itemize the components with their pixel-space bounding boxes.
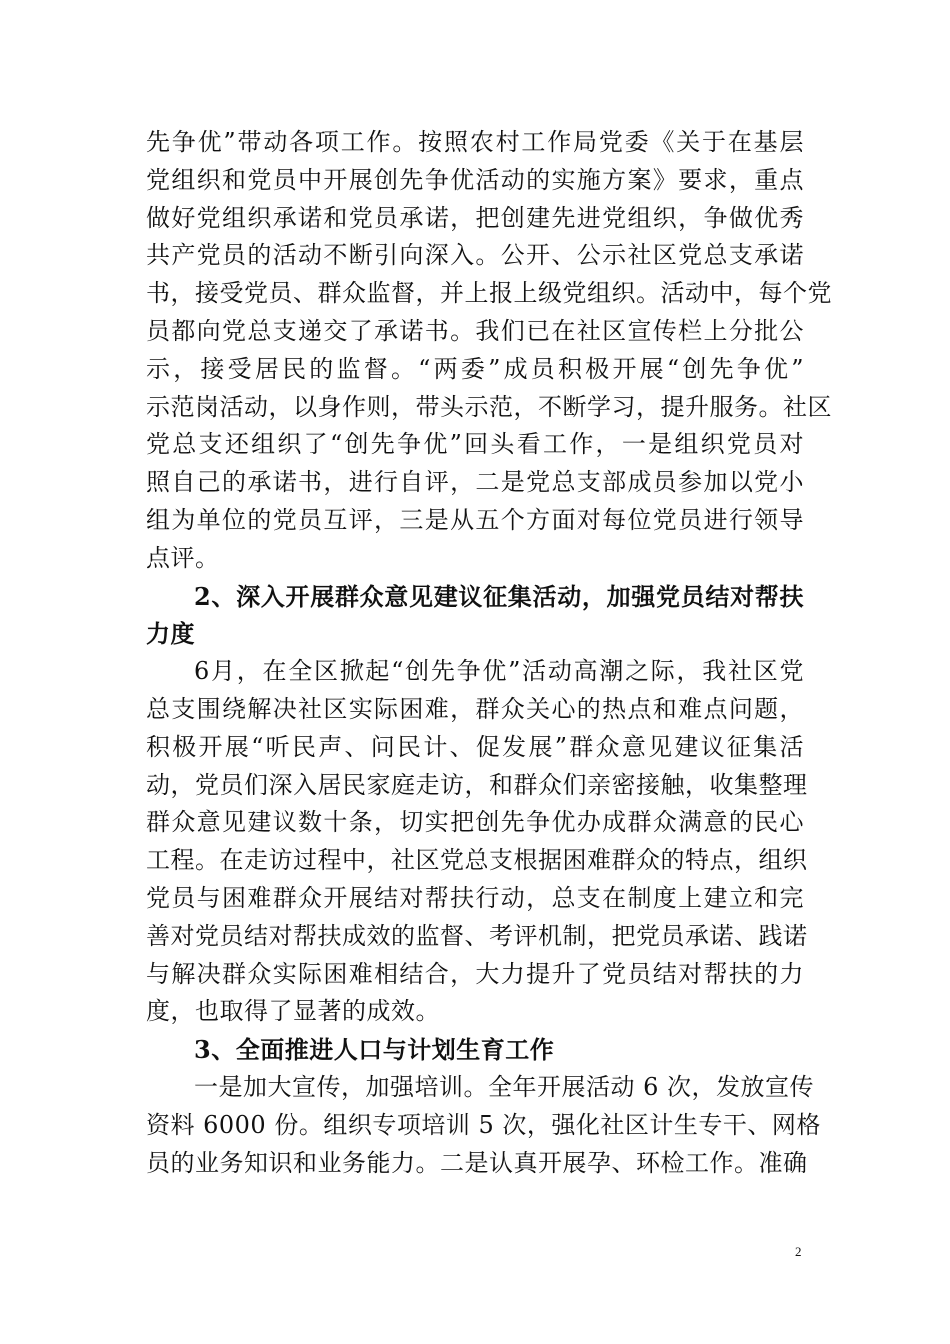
section-heading-line: 2、深入开展群众意见建议征集活动，加强党员结对帮扶 <box>194 581 804 611</box>
text-line: 一是加大宣传，加强培训。全年开展活动 6 次，发放宣传 <box>194 1072 815 1101</box>
text-line: 员都向党总支递交了承诺书。我们已在社区宣传栏上分批公 <box>146 316 804 345</box>
text-line: 度，也取得了显著的成效。 <box>146 997 440 1026</box>
text-line: 书，接受党员、群众监督，并上报上级党组织。活动中，每个党 <box>146 279 832 308</box>
text-line: 与解决群众实际困难相结合，大力提升了党员结对帮扶的力 <box>146 959 804 988</box>
text-line: 先争优”带动各项工作。按照农村工作局党委《关于在基层 <box>146 128 804 156</box>
text-line: 工程。在走访过程中，社区党总支根据困难群众的特点，组织 <box>146 846 808 875</box>
text-line: 6月，在全区掀起“创先争优”活动高潮之际，我社区党 <box>194 657 804 686</box>
document-body <box>146 124 832 1182</box>
text-line: 积极开展“听民声、问民计、促发展”群众意见建议征集活 <box>146 732 804 761</box>
text-line: 善对党员结对帮扶成效的监督、考评机制，把党员承诺、践诺 <box>146 921 808 950</box>
section-heading-line: 力度 <box>146 619 195 649</box>
text-line: 示范岗活动，以身作则，带头示范，不断学习，提升服务。社区 <box>146 392 832 421</box>
text-line: 示，接受居民的监督。“两委”成员积极开展“创先争优” <box>146 354 804 383</box>
text-line: 共产党员的活动不断引向深入。公开、公示社区党总支承诺 <box>146 241 804 270</box>
text-line: 总支围绕解决社区实际困难，群众关心的热点和难点问题， <box>146 694 804 723</box>
text-line: 资料 6000 份。组织专项培训 5 次，强化社区计生专干、网格 <box>146 1110 821 1139</box>
text-line: 点评。 <box>146 543 220 572</box>
text-line: 组为单位的党员互评，三是从五个方面对每位党员进行领导 <box>146 505 804 534</box>
text-line: 员的业务知识和业务能力。二是认真开展孕、环检工作。准确 <box>146 1148 808 1177</box>
text-line: 照自己的承诺书，进行自评，二是党总支部成员参加以党小 <box>146 468 804 497</box>
text-line: 群众意见建议数十条，切实把创先争优办成群众满意的民心 <box>146 808 804 837</box>
text-line: 做好党组织承诺和党员承诺，把创建先进党组织，争做优秀 <box>146 203 804 232</box>
text-line: 动，党员们深入居民家庭走访，和群众们亲密接触，收集整理 <box>146 770 808 799</box>
text-line: 党员与困难群众开展结对帮扶行动，总支在制度上建立和完 <box>146 883 804 912</box>
text-line: 党总支还组织了“创先争优”回头看工作，一是组织党员对 <box>146 430 804 459</box>
page-number: 2 <box>795 1244 802 1259</box>
section-heading-line: 3、全面推进人口与计划生育工作 <box>194 1035 555 1065</box>
text-line: 党组织和党员中开展创先争优活动的实施方案》要求，重点 <box>146 165 804 194</box>
